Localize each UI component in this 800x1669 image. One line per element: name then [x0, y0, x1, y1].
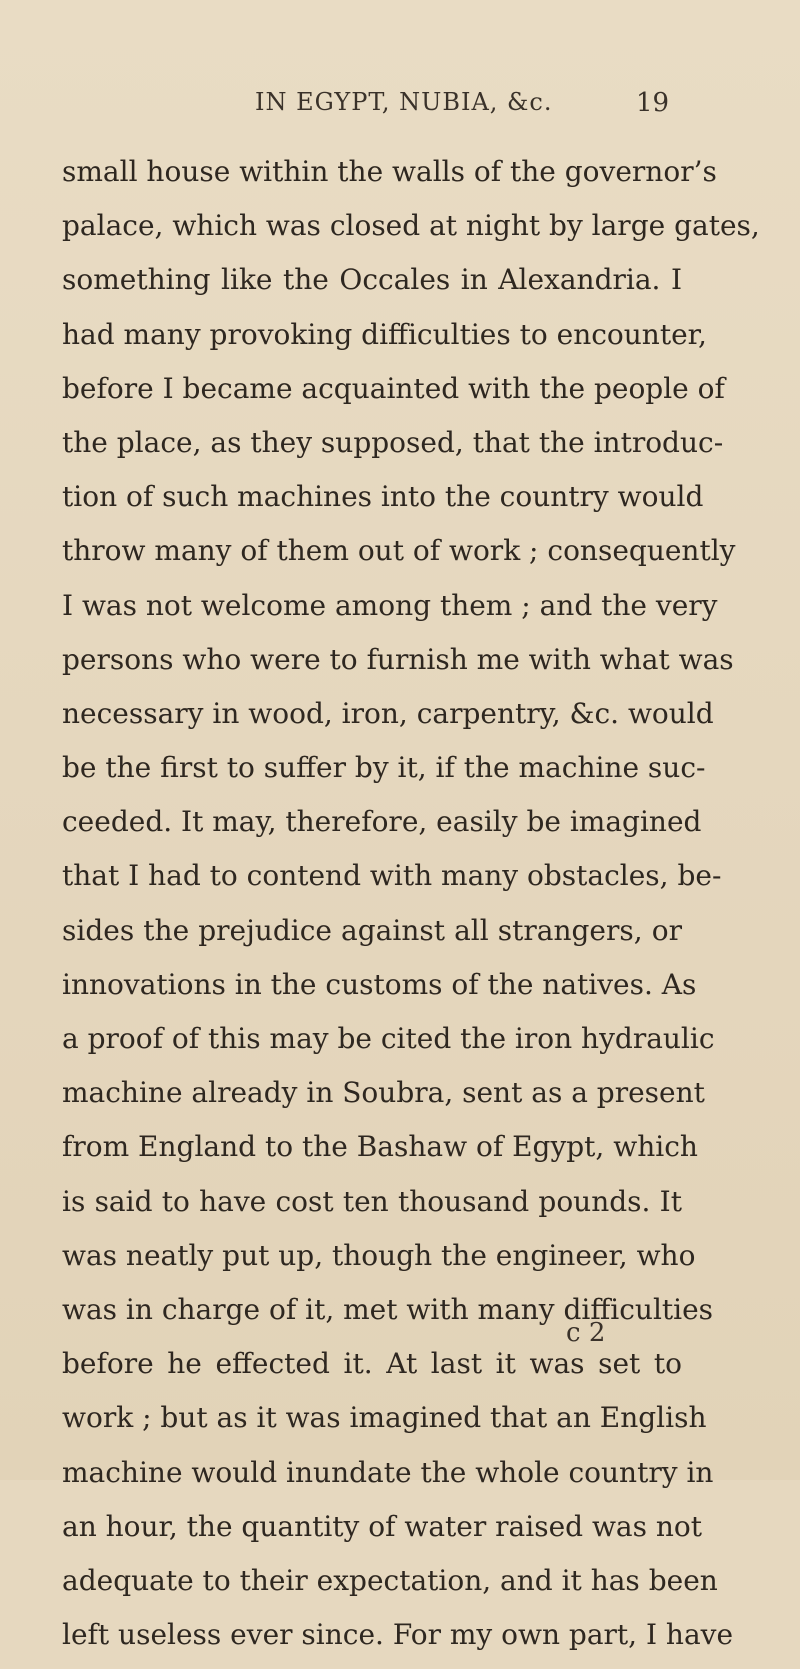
- text-line: work ; but as it was imagined that an English: [62, 1401, 707, 1435]
- text-line: sides the prejudice against all strangers, or: [62, 913, 682, 947]
- text-line: necessary in wood, iron, carpentry, &c. would: [62, 696, 714, 730]
- text-line: innovations in the customs of the natives. As: [62, 967, 697, 1001]
- text-line: machine would inundate the whole country in: [62, 1455, 714, 1489]
- text-line: adequate to their expectation, and it has been: [62, 1563, 718, 1597]
- text-line: before he effected it. At last it was set to: [62, 1347, 682, 1381]
- text-line: palace, which was closed at night by large gates,: [62, 209, 760, 243]
- text-line: had many provoking difficulties to encounter,: [62, 317, 707, 351]
- text-line: before I became acquainted with the people of: [62, 371, 725, 405]
- text-line: I was not welcome among them ; and the very: [62, 588, 718, 622]
- text-line: left useless ever since. For my own part, I have: [62, 1618, 734, 1652]
- text-line: a proof of this may be cited the iron hydraulic: [62, 1022, 715, 1055]
- text-line: was neatly put up, though the engineer, who: [62, 1238, 696, 1272]
- page-number: 19: [636, 88, 670, 118]
- text-line: that I had to contend with many obstacles, be-: [62, 859, 722, 893]
- text-line: tion of such machines into the country would: [62, 480, 704, 514]
- text-line: throw many of them out of work ; consequently: [62, 534, 736, 568]
- signature-mark: c 2: [566, 1318, 606, 1348]
- text-line: be the first to suffer by it, if the machine suc-: [62, 751, 706, 785]
- text-line: machine already in Soubra, sent as a present: [62, 1076, 705, 1110]
- text-line: ceeded. It may, therefore, easily be imagined: [62, 805, 702, 839]
- body-text: [62, 152, 760, 1669]
- text-line: an hour, the quantity of water raised was not: [62, 1509, 703, 1543]
- text-line: the place, as they supposed, that the introduc-: [62, 425, 724, 459]
- text-line: small house within the walls of the governor’s: [62, 155, 717, 188]
- text-line: persons who were to furnish me with what was: [62, 642, 734, 676]
- running-title: IN EGYPT, NUBIA, &c.: [255, 88, 553, 116]
- text-line: something like the Occales in Alexandria. I: [62, 263, 682, 297]
- text-line: is said to have cost ten thousand pounds. It: [62, 1184, 682, 1218]
- text-line: from England to the Bashaw of Egypt, which: [62, 1130, 698, 1164]
- text-line: was in charge of it, met with many difficulties: [62, 1292, 714, 1326]
